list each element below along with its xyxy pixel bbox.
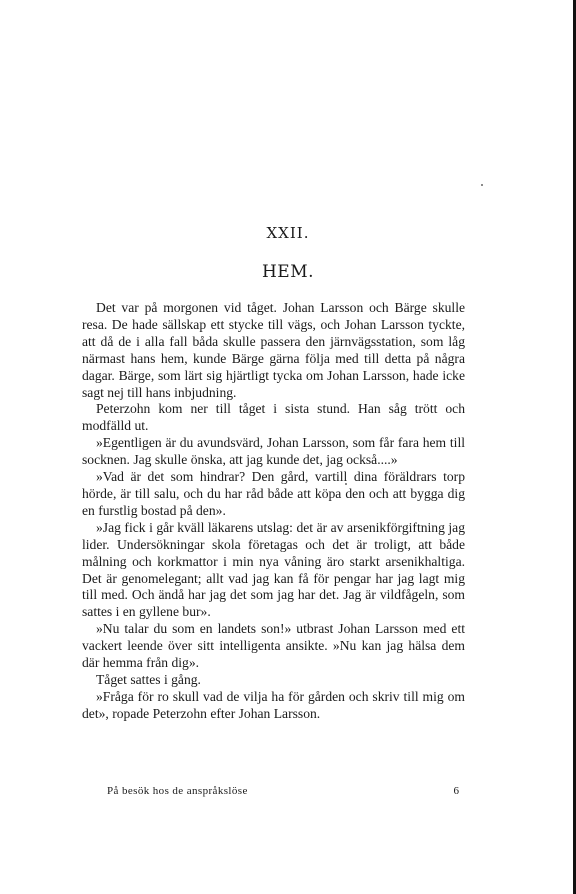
body-text [82,300,465,723]
paragraph: »Fråga för ro skull vad de vilja ha för gården och skriv till mig om det», ropade Peterzohn efter Johan Larsson. [82,688,465,721]
signature-mark: 6 [453,785,459,797]
paragraph: »Vad är det som hindrar? Den gård, vartill dina föräldrars torp hörde, är till salu, och du har råd både att köpa den och att bygga dig en furstlig bostad på den». [82,469,465,518]
paragraph: »Nu talar du som en landets son!» utbrast Johan Larsson med ett vackert leende över sitt intelligenta ansikte. »Nu kan jag hälsa dem där hemma från dig». [82,621,465,671]
paragraph: »Jag fick i går kväll läkarens utslag: det är av arsenikförgiftning jag lider. Undersökningar skola företagas och det är troligt, att både målning och korkmattor i min nya våning äro starkt arsenikhaltiga. Det är genomelegant; allt vad jag kan få för pengar har jag lagt mig till med. Och ändå har jag det som jag har det. Jag är vildfågeln, som sattes i en gyllene bur». [82,519,465,620]
paragraph: Peterzohn kom ner till tåget i sista stund. Han såg trött och modfälld ut. [82,401,465,434]
chapter-title: HEM. [261,262,315,282]
paragraph: Det var på morgonen vid tåget. Johan Larsson och Bärge skulle resa. De hade sällskap ett stycke till vägs, och Johan Larsson tyckte, att då de i alla fall båda skulle passera den järnvägsstation, som låg närmast hans hem, kunde Bärge gärna följa med till detta på några dagar. Bärge, som lärt sig hjärtligt tycka om Johan Larsson, hade icke sagt nej till hans inbjudning. [82,300,465,400]
chapter-number: XXII. [266,224,310,242]
paragraph: Tåget sattes i gång. [96,671,201,687]
scan-speck [481,184,483,186]
running-title: På besök hos de anspråkslöse [107,785,248,797]
paragraph: »Egentligen är du avundsvärd, Johan Larsson, som får fara hem till socknen. Jag skulle önska, att jag kunde det, jag också....» [82,435,465,468]
